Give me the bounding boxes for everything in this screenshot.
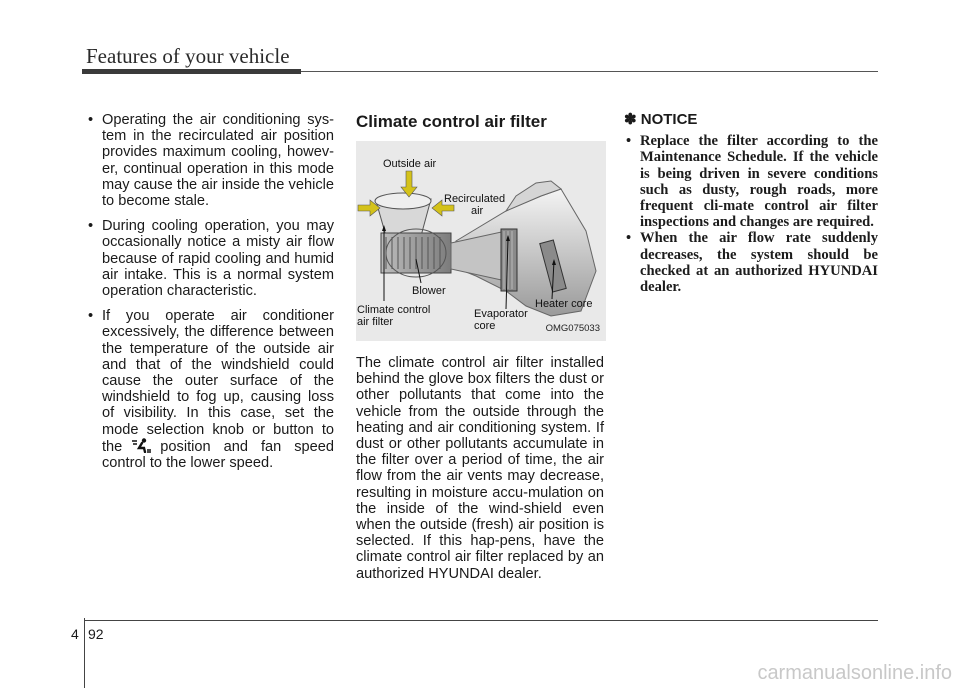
label-recirculated-1: Recirculated: [444, 193, 506, 205]
label-heater-core: Heater core: [535, 298, 593, 310]
column-middle: [356, 112, 604, 582]
filter-paragraph: The climate control air filter installed behind the glove box filters the dust or other pollutants that come into the vehicle from the outside through the heating and air conditioning system. If dust or other pollutants accumulate in the filter over a period of time, the air flow from the air vents may decrease, resulting in moisture accu-mulation on the inside of the wind-shield even when the outside (fresh) air position is selected. If this hap-pens, have the climate control air filter replaced by an authorized HYUNDAI dealer.: [356, 355, 604, 582]
label-evaporator-2: core: [474, 320, 496, 332]
footer-horizontal-rule: [84, 620, 878, 621]
page-header-title: Features of your vehicle: [86, 44, 290, 68]
label-filter-2: air filter: [357, 316, 394, 328]
chapter-number: 4: [71, 626, 79, 642]
list-item: • During cooling operation, you may occasionally notice a misty air flow because of rapid cooling and humid air intake. This is a normal system operation characteristic.: [86, 218, 334, 299]
bullet-text-before-icon: If you operate air conditioner excessively, the difference between the temperature of the outside air and that of the windshield could cause the outer surface of the windshield to fog up, causing loss of visibility. In this case, set the mode selection knob or button to the: [102, 308, 334, 455]
notice-title: ✽ NOTICE: [624, 111, 698, 128]
page-number: 92: [88, 626, 104, 642]
watermark: carmanualsonline.info: [757, 662, 952, 684]
label-evaporator-1: Evaporator: [474, 308, 528, 320]
air-filter-diagram: [356, 141, 606, 341]
section-title: Climate control air filter: [356, 112, 547, 131]
notice-item: • Replace the filter according to the Maintenance Schedule. If the vehicle is being driven in severe conditions such as dusty, rough roads, more frequent cli-mate control air filter inspections and changes are required.: [624, 133, 878, 230]
footer-vertical-rule: [84, 618, 85, 688]
figure-code: OMG075033: [545, 322, 600, 334]
column-right: [624, 112, 878, 295]
list-item: • Operating the air conditioning sys-tem in the recirculated air position provides maximum cooling, howev-er, continual operation in this mode may cause the air inside the vehicle to become stale.: [86, 112, 334, 209]
notice-item: • When the air flow rate suddenly decreases, the system should be checked at an authorized HYUNDAI dealer.: [624, 230, 878, 295]
column-left: [86, 112, 334, 480]
list-item: [86, 308, 334, 471]
header-rule: [301, 71, 878, 72]
label-filter-1: Climate control: [357, 304, 431, 316]
header-bar: [82, 69, 301, 74]
bullet-text-after-icon: position and fan speed control to the lower speed.: [102, 438, 334, 472]
label-blower: Blower: [412, 285, 446, 297]
floor-defrost-mode-icon: [130, 438, 152, 453]
label-outside-air: Outside air: [383, 158, 437, 170]
label-recirculated-2: air: [471, 205, 484, 217]
